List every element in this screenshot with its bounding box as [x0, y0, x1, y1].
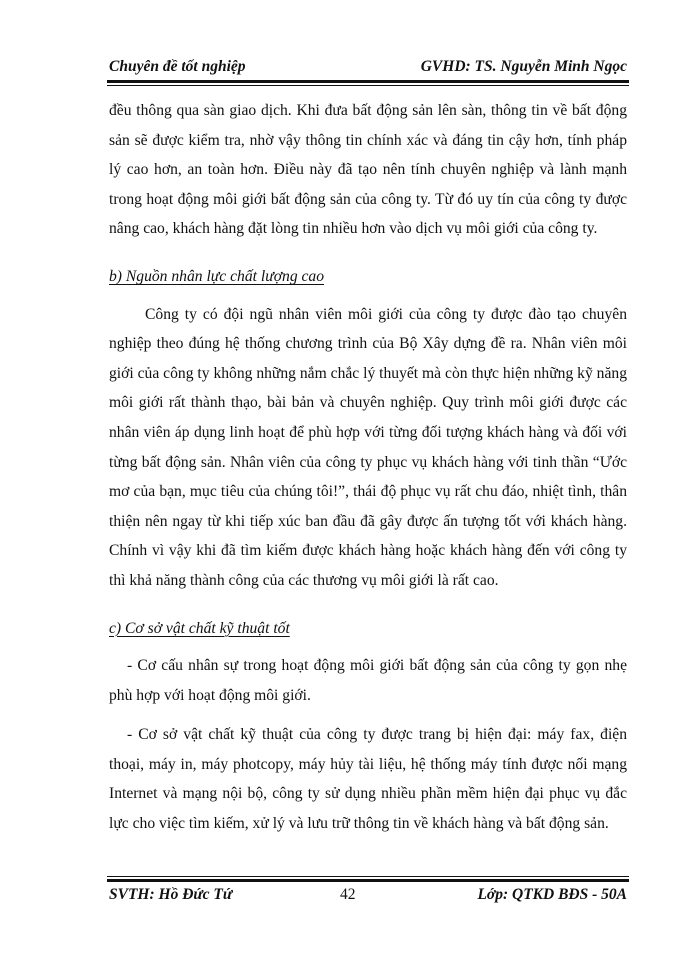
- footer-class: Lớp: QTKD BĐS - 50A: [477, 886, 627, 903]
- list-item-facilities: - Cơ sở vật chất kỹ thuật của công ty được trang bị hiện đại: máy fax, điện thoại, máy in, máy photcopy, máy hủy tài liệu, hệ thống máy tính được nối mạng Internet và mạng nội bộ, công ty sử dụng nhiều phần mềm hiện đại phục vụ đắc lực cho việc tìm kiếm, xử lý và lưu trữ thông tin về khách hàng và bất động sản.: [109, 726, 627, 833]
- section-heading-b: b) Nguồn nhân lực chất lượng cao: [109, 267, 325, 285]
- header-rule-thick: [107, 80, 629, 83]
- section-heading-c: c) Cơ sở vật chất kỹ thuật tốt: [109, 619, 290, 637]
- page-body: [109, 96, 627, 839]
- page-number: 42: [340, 886, 356, 903]
- footer-rule-thin: [107, 876, 629, 877]
- header-thesis-title: Chuyên đề tốt nghiệp: [109, 58, 246, 75]
- header-rule-thin: [107, 85, 629, 86]
- footer-student: SVTH: Hồ Đức Tứ: [109, 886, 233, 903]
- paragraph-human-resources: Công ty có đội ngũ nhân viên môi giới của công ty được đào tạo chuyên nghiệp theo đúng hệ thống chương trình của Bộ Xây dựng đề ra. Nhân viên môi giới của công ty không những nắm chắc lý thuyết mà còn thực hiện những kỹ năng môi giới rất thành thạo, bài bản và chuyên nghiệp. Quy trình môi giới được các nhân viên áp dụng linh hoạt để phù hợp với từng đối tượng khách hàng và đối với từng bất động sản. Nhân viên của công ty phục vụ khách hàng với tinh thần “Ước mơ của bạn, mục tiêu của chúng tôi!”, thái độ phục vụ rất chu đáo, nhiệt tình, thân thiện nên ngay từ khi tiếp xúc ban đầu đã gây được ấn tượng tốt với khách hàng. Chính vì vậy khi đã tìm kiếm được khách hàng hoặc khách hàng đến với công ty thì khả năng thành công của các thương vụ môi giới là rất cao.: [109, 305, 627, 589]
- header-supervisor: GVHD: TS. Nguyễn Minh Ngọc: [420, 58, 627, 75]
- list-item-staff-structure: - Cơ cấu nhân sự trong hoạt động môi giới bất động sản của công ty gọn nhẹ phù hợp với hoạt động môi giới.: [109, 657, 627, 704]
- page-header: [107, 58, 629, 80]
- paragraph-intro: đều thông qua sàn giao dịch. Khi đưa bất động sản lên sàn, thông tin về bất động sản sẽ được kiểm tra, nhờ vậy thông tin chính xác và đáng tin cậy hơn, tính pháp lý cao hơn, an toàn hơn. Điều này đã tạo nên tính chuyên nghiệp và lành mạnh trong hoạt động môi giới bất động sản của công ty. Từ đó uy tín của công ty được nâng cao, khách hàng đặt lòng tin nhiều hơn vào dịch vụ môi giới của công ty.: [109, 102, 627, 238]
- footer-rule-thick: [107, 879, 629, 882]
- page-footer: [107, 886, 629, 908]
